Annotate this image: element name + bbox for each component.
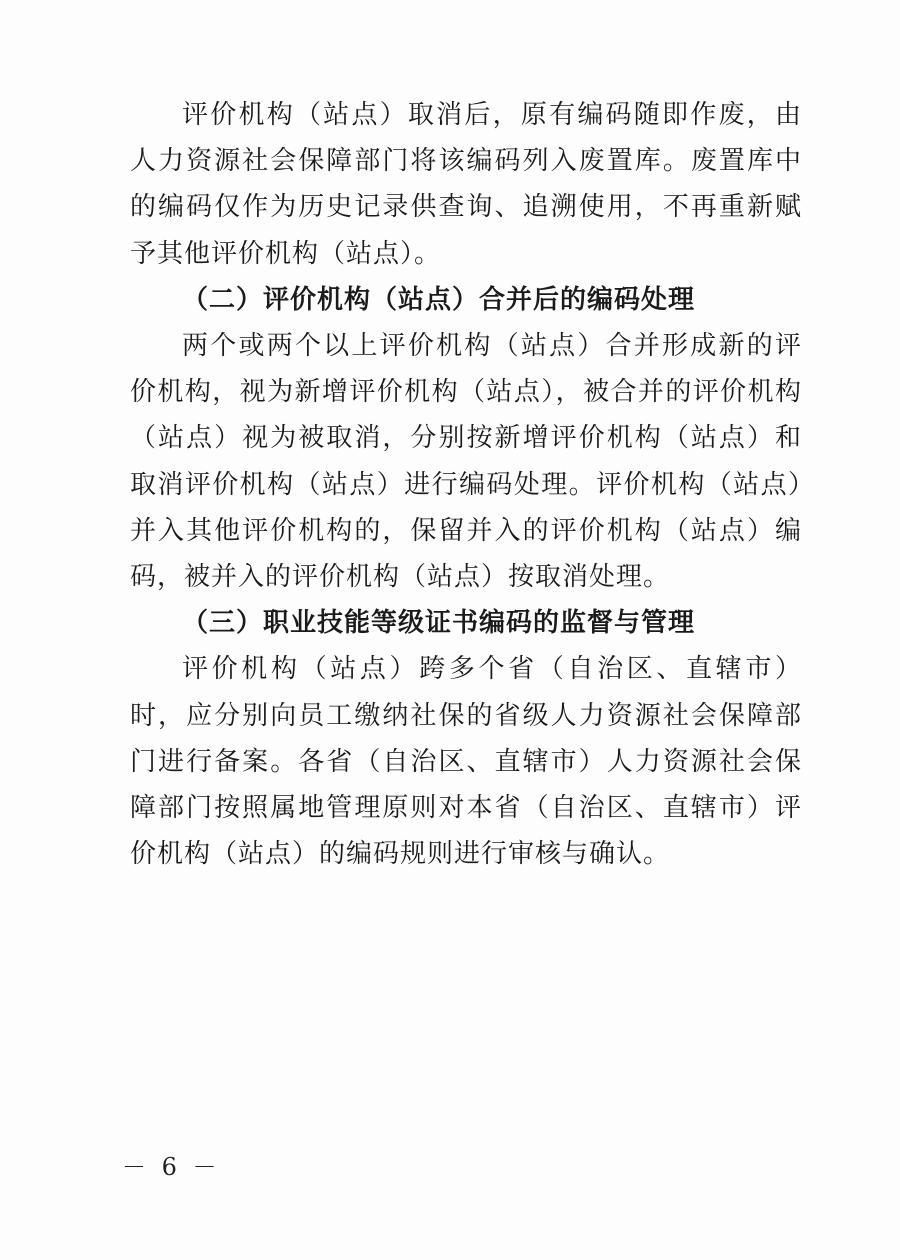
page-number: － 6 － [122,1153,221,1181]
document-body [130,92,802,877]
paragraph-cancellation: 评价机构（站点）取消后，原有编码随即作废，由人力资源社会保障部门将该编码列入废置库。废置库中的编码仅作为历史记录供查询、追溯使用，不再重新赋予其他评价机构（站点）。 [130,100,802,269]
section-heading-supervision: （三）职业技能等级证书编码的监督与管理 [182,608,696,639]
section-heading-merger: （二）评价机构（站点）合并后的编码处理 [182,284,696,315]
paragraph-merger: 两个或两个以上评价机构（站点）合并形成新的评价机构，视为新增评价机构（站点），被合并的评价机构（站点）视为被取消，分别按新增评价机构（站点）和取消评价机构（站点）进行编码处理。评价机构（站点）并入其他评价机构的，保留并入的评价机构（站点）编码，被并入的评价机构（站点）按取消处理。 [130,331,802,593]
paragraph-supervision: 评价机构（站点）跨多个省（自治区、直辖市）时，应分别向员工缴纳社保的省级人力资源社会保障部门进行备案。各省（自治区、直辖市）人力资源社会保障部门按照属地管理原则对本省（自治区、直辖市）评价机构（站点）的编码规则进行审核与确认。 [130,654,802,870]
